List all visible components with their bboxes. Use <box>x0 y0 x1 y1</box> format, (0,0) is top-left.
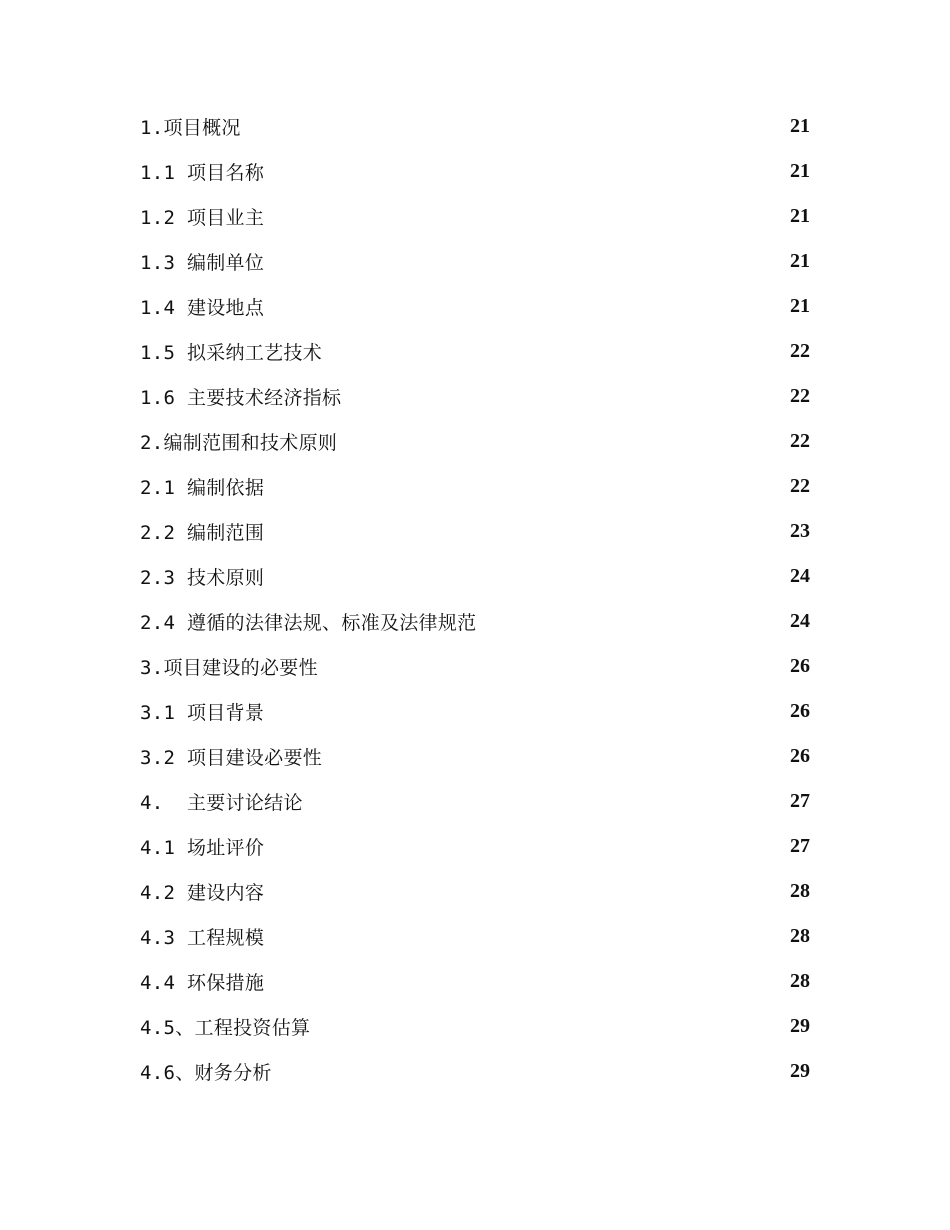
toc-entry[interactable] <box>140 104 810 149</box>
toc-entry[interactable] <box>140 599 810 644</box>
toc-entry-page-number: 21 <box>790 295 810 317</box>
toc-entry-page-number: 24 <box>790 610 810 632</box>
toc-entry[interactable] <box>140 779 810 824</box>
toc-entry-title: 3.1 项目背景 <box>140 702 265 724</box>
toc-entry[interactable] <box>140 194 810 239</box>
toc-entry-title: 1.5 拟采纳工艺技术 <box>140 342 323 364</box>
toc-entry-page-number: 26 <box>790 655 810 677</box>
toc-entry[interactable] <box>140 509 810 554</box>
toc-entry-title: 4. 主要讨论结论 <box>140 792 303 814</box>
toc-entry[interactable] <box>140 959 810 1004</box>
toc-entry[interactable] <box>140 374 810 419</box>
toc-entry-page-number: 28 <box>790 925 810 947</box>
toc-entry[interactable] <box>140 734 810 779</box>
toc-entry-title: 1.1 项目名称 <box>140 162 265 184</box>
toc-entry[interactable] <box>140 869 810 914</box>
table-of-contents <box>140 104 810 1094</box>
toc-entry-title: 4.4 环保措施 <box>140 972 265 994</box>
toc-entry[interactable] <box>140 464 810 509</box>
toc-entry-page-number: 22 <box>790 385 810 407</box>
toc-entry-title: 2.3 技术原则 <box>140 567 265 589</box>
toc-entry-title: 2.编制范围和技术原则 <box>140 432 338 454</box>
toc-entry-title: 1.2 项目业主 <box>140 207 265 229</box>
toc-entry-page-number: 26 <box>790 700 810 722</box>
toc-entry[interactable] <box>140 824 810 869</box>
toc-entry-title: 4.1 场址评价 <box>140 837 265 859</box>
toc-entry-page-number: 27 <box>790 790 810 812</box>
toc-entry-title: 2.4 遵循的法律法规、标准及法律规范 <box>140 612 477 634</box>
toc-entry[interactable] <box>140 149 810 194</box>
toc-entry-page-number: 28 <box>790 880 810 902</box>
toc-entry-page-number: 21 <box>790 205 810 227</box>
toc-entry-page-number: 29 <box>790 1015 810 1037</box>
toc-entry-page-number: 22 <box>790 475 810 497</box>
toc-entry[interactable] <box>140 644 810 689</box>
toc-entry-title: 1.项目概况 <box>140 117 241 139</box>
toc-entry-title: 3.2 项目建设必要性 <box>140 747 323 769</box>
toc-entry-title: 4.2 建设内容 <box>140 882 265 904</box>
toc-entry[interactable] <box>140 329 810 374</box>
toc-entry[interactable] <box>140 1049 810 1094</box>
toc-entry-page-number: 22 <box>790 430 810 452</box>
toc-entry-page-number: 29 <box>790 1060 810 1082</box>
toc-entry-title: 1.3 编制单位 <box>140 252 265 274</box>
toc-entry-title: 1.4 建设地点 <box>140 297 265 319</box>
toc-entry-title: 1.6 主要技术经济指标 <box>140 387 342 409</box>
toc-entry[interactable] <box>140 554 810 599</box>
toc-entry-title: 2.2 编制范围 <box>140 522 265 544</box>
toc-entry-title: 2.1 编制依据 <box>140 477 265 499</box>
toc-entry[interactable] <box>140 419 810 464</box>
toc-entry-page-number: 21 <box>790 250 810 272</box>
toc-entry-page-number: 21 <box>790 160 810 182</box>
toc-entry[interactable] <box>140 689 810 734</box>
toc-entry[interactable] <box>140 1004 810 1049</box>
toc-entry-title: 4.5、工程投资估算 <box>140 1017 311 1039</box>
toc-entry-page-number: 24 <box>790 565 810 587</box>
toc-entry[interactable] <box>140 239 810 284</box>
toc-entry-page-number: 21 <box>790 115 810 137</box>
toc-entry-page-number: 22 <box>790 340 810 362</box>
toc-entry-title: 4.6、财务分析 <box>140 1062 272 1084</box>
toc-entry-page-number: 26 <box>790 745 810 767</box>
toc-entry[interactable] <box>140 284 810 329</box>
toc-entry-title: 3.项目建设的必要性 <box>140 657 318 679</box>
toc-entry-page-number: 23 <box>790 520 810 542</box>
toc-entry-page-number: 28 <box>790 970 810 992</box>
toc-entry-page-number: 27 <box>790 835 810 857</box>
toc-entry-title: 4.3 工程规模 <box>140 927 265 949</box>
toc-entry[interactable] <box>140 914 810 959</box>
